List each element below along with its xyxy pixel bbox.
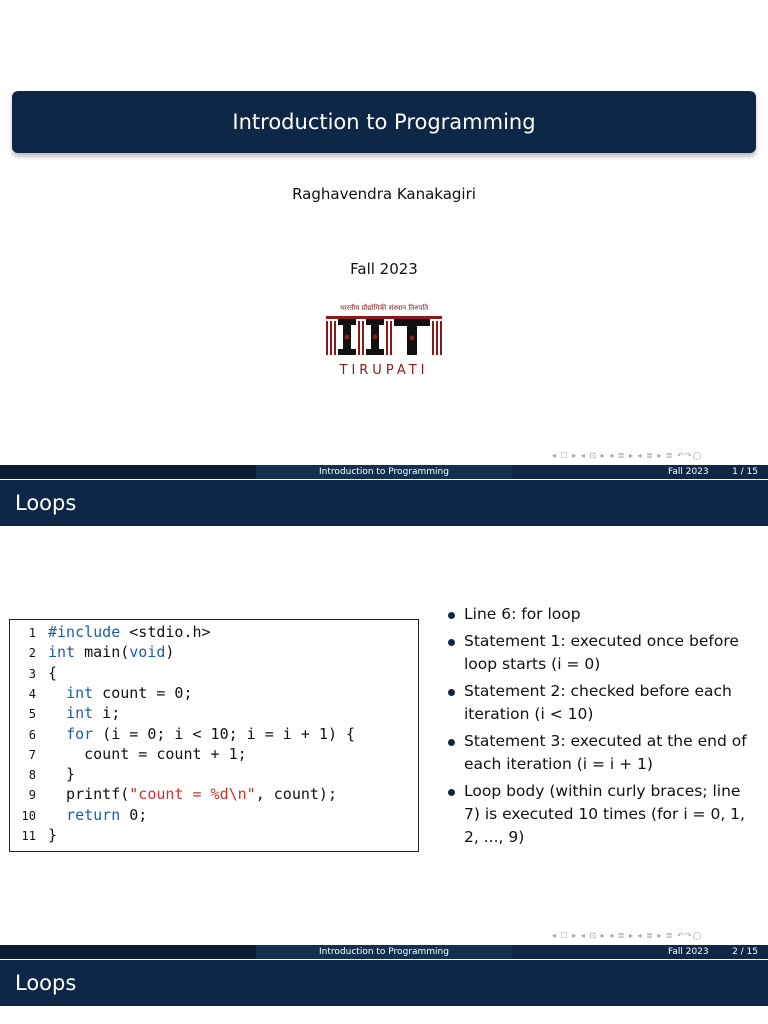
bullet-item: Statement 2: checked before each iteration (i < 10)	[447, 680, 757, 726]
footer-title: Introduction to Programming	[256, 945, 512, 959]
line-number: 5	[28, 707, 36, 722]
code-text: main(	[75, 643, 130, 662]
code-line	[10, 684, 193, 704]
code-text: count = count + 1;	[48, 744, 247, 763]
code-line	[10, 704, 120, 724]
code-line	[10, 745, 247, 765]
author-name: Raghavendra Kanakagiri	[292, 185, 476, 203]
footer-title: Introduction to Programming	[256, 465, 512, 479]
logo-hindi-text: भारतीय प्रौद्योगिकी संस्थान तिरुपति	[339, 304, 429, 312]
code-keyword: int	[48, 643, 76, 662]
code-text: }	[48, 765, 76, 784]
code-line	[10, 725, 355, 745]
code-text: , count);	[255, 785, 337, 804]
code-text	[48, 704, 66, 722]
code-text	[48, 806, 66, 824]
frame-title: Loops	[15, 491, 77, 515]
bullet-item: Statement 1: executed once before loop starts (i = 0)	[447, 630, 757, 676]
code-text: {	[48, 663, 58, 682]
bullet-item: Line 6: for loop	[447, 603, 757, 626]
slide-footer	[0, 945, 768, 959]
code-text	[48, 684, 66, 702]
code-line	[10, 785, 337, 805]
presentation-date: Fall 2023	[350, 260, 418, 278]
code-keyword: for	[66, 724, 94, 743]
code-text: (i = 0; i < 10; i = i + 1) {	[93, 724, 356, 743]
line-number: 3	[28, 666, 36, 681]
footer-page-number: 2 / 15	[732, 947, 758, 957]
line-number: 6	[28, 727, 36, 742]
line-number: 9	[28, 788, 36, 803]
code-line	[10, 826, 57, 846]
bullet-list	[447, 603, 757, 853]
slide-title	[12, 91, 756, 153]
slide-title-text: Introduction to Programming	[232, 110, 536, 134]
code-keyword: void	[129, 643, 166, 662]
slide-footer	[0, 465, 768, 479]
code-keyword: int	[66, 683, 94, 702]
code-text: printf(	[48, 785, 130, 804]
line-number: 2	[28, 646, 36, 661]
line-number: 8	[28, 768, 36, 783]
code-text: }	[48, 826, 58, 844]
code-string: "count = %d\n"	[129, 785, 256, 804]
frame-title-bar	[0, 480, 768, 526]
code-text: i;	[93, 704, 121, 723]
line-number: 10	[21, 808, 36, 823]
line-number: 1	[28, 626, 36, 640]
code-line	[10, 623, 211, 643]
line-number: 4	[28, 686, 36, 701]
code-line	[10, 664, 57, 684]
frame-title-bar	[0, 960, 768, 1006]
footer-page-number: 1 / 15	[732, 467, 758, 477]
beamer-navigation-symbols[interactable]: ◂ ☐ ▸ ◂ ⊡ ▸ ◂ ≣ ▸ ◂ ≣ ▸ ≣ ↶↷◯	[552, 931, 703, 940]
code-text: count = 0;	[93, 683, 193, 702]
line-number: 7	[28, 747, 36, 762]
footer-date: Fall 2023	[668, 467, 709, 477]
code-listing	[9, 619, 419, 852]
bullet-item: Loop body (within curly braces; line 7) is executed 10 times (for i = 0, 1, 2, ..., 9)	[447, 780, 757, 849]
code-line	[10, 643, 174, 663]
footer-date: Fall 2023	[668, 947, 709, 957]
code-keyword: int	[66, 704, 94, 723]
code-text: <stdio.h>	[120, 623, 211, 641]
logo-iit-mark	[326, 316, 442, 355]
code-keyword: return	[66, 805, 121, 824]
code-text	[48, 725, 66, 743]
bullet-item: Statement 3: executed at the end of each iteration (i = i + 1)	[447, 730, 757, 776]
iit-tirupati-logo	[322, 300, 446, 380]
line-number: 11	[21, 829, 36, 843]
code-line	[10, 806, 147, 826]
code-keyword: #include	[48, 623, 121, 641]
logo-label: TIRUPATI	[339, 363, 429, 378]
code-text: )	[165, 643, 175, 662]
beamer-navigation-symbols[interactable]: ◂ ☐ ▸ ◂ ⊡ ▸ ◂ ≣ ▸ ◂ ≣ ▸ ≣ ↶↷◯	[552, 451, 703, 460]
code-line	[10, 765, 75, 785]
code-text: 0;	[120, 805, 148, 824]
frame-title: Loops	[15, 971, 77, 995]
